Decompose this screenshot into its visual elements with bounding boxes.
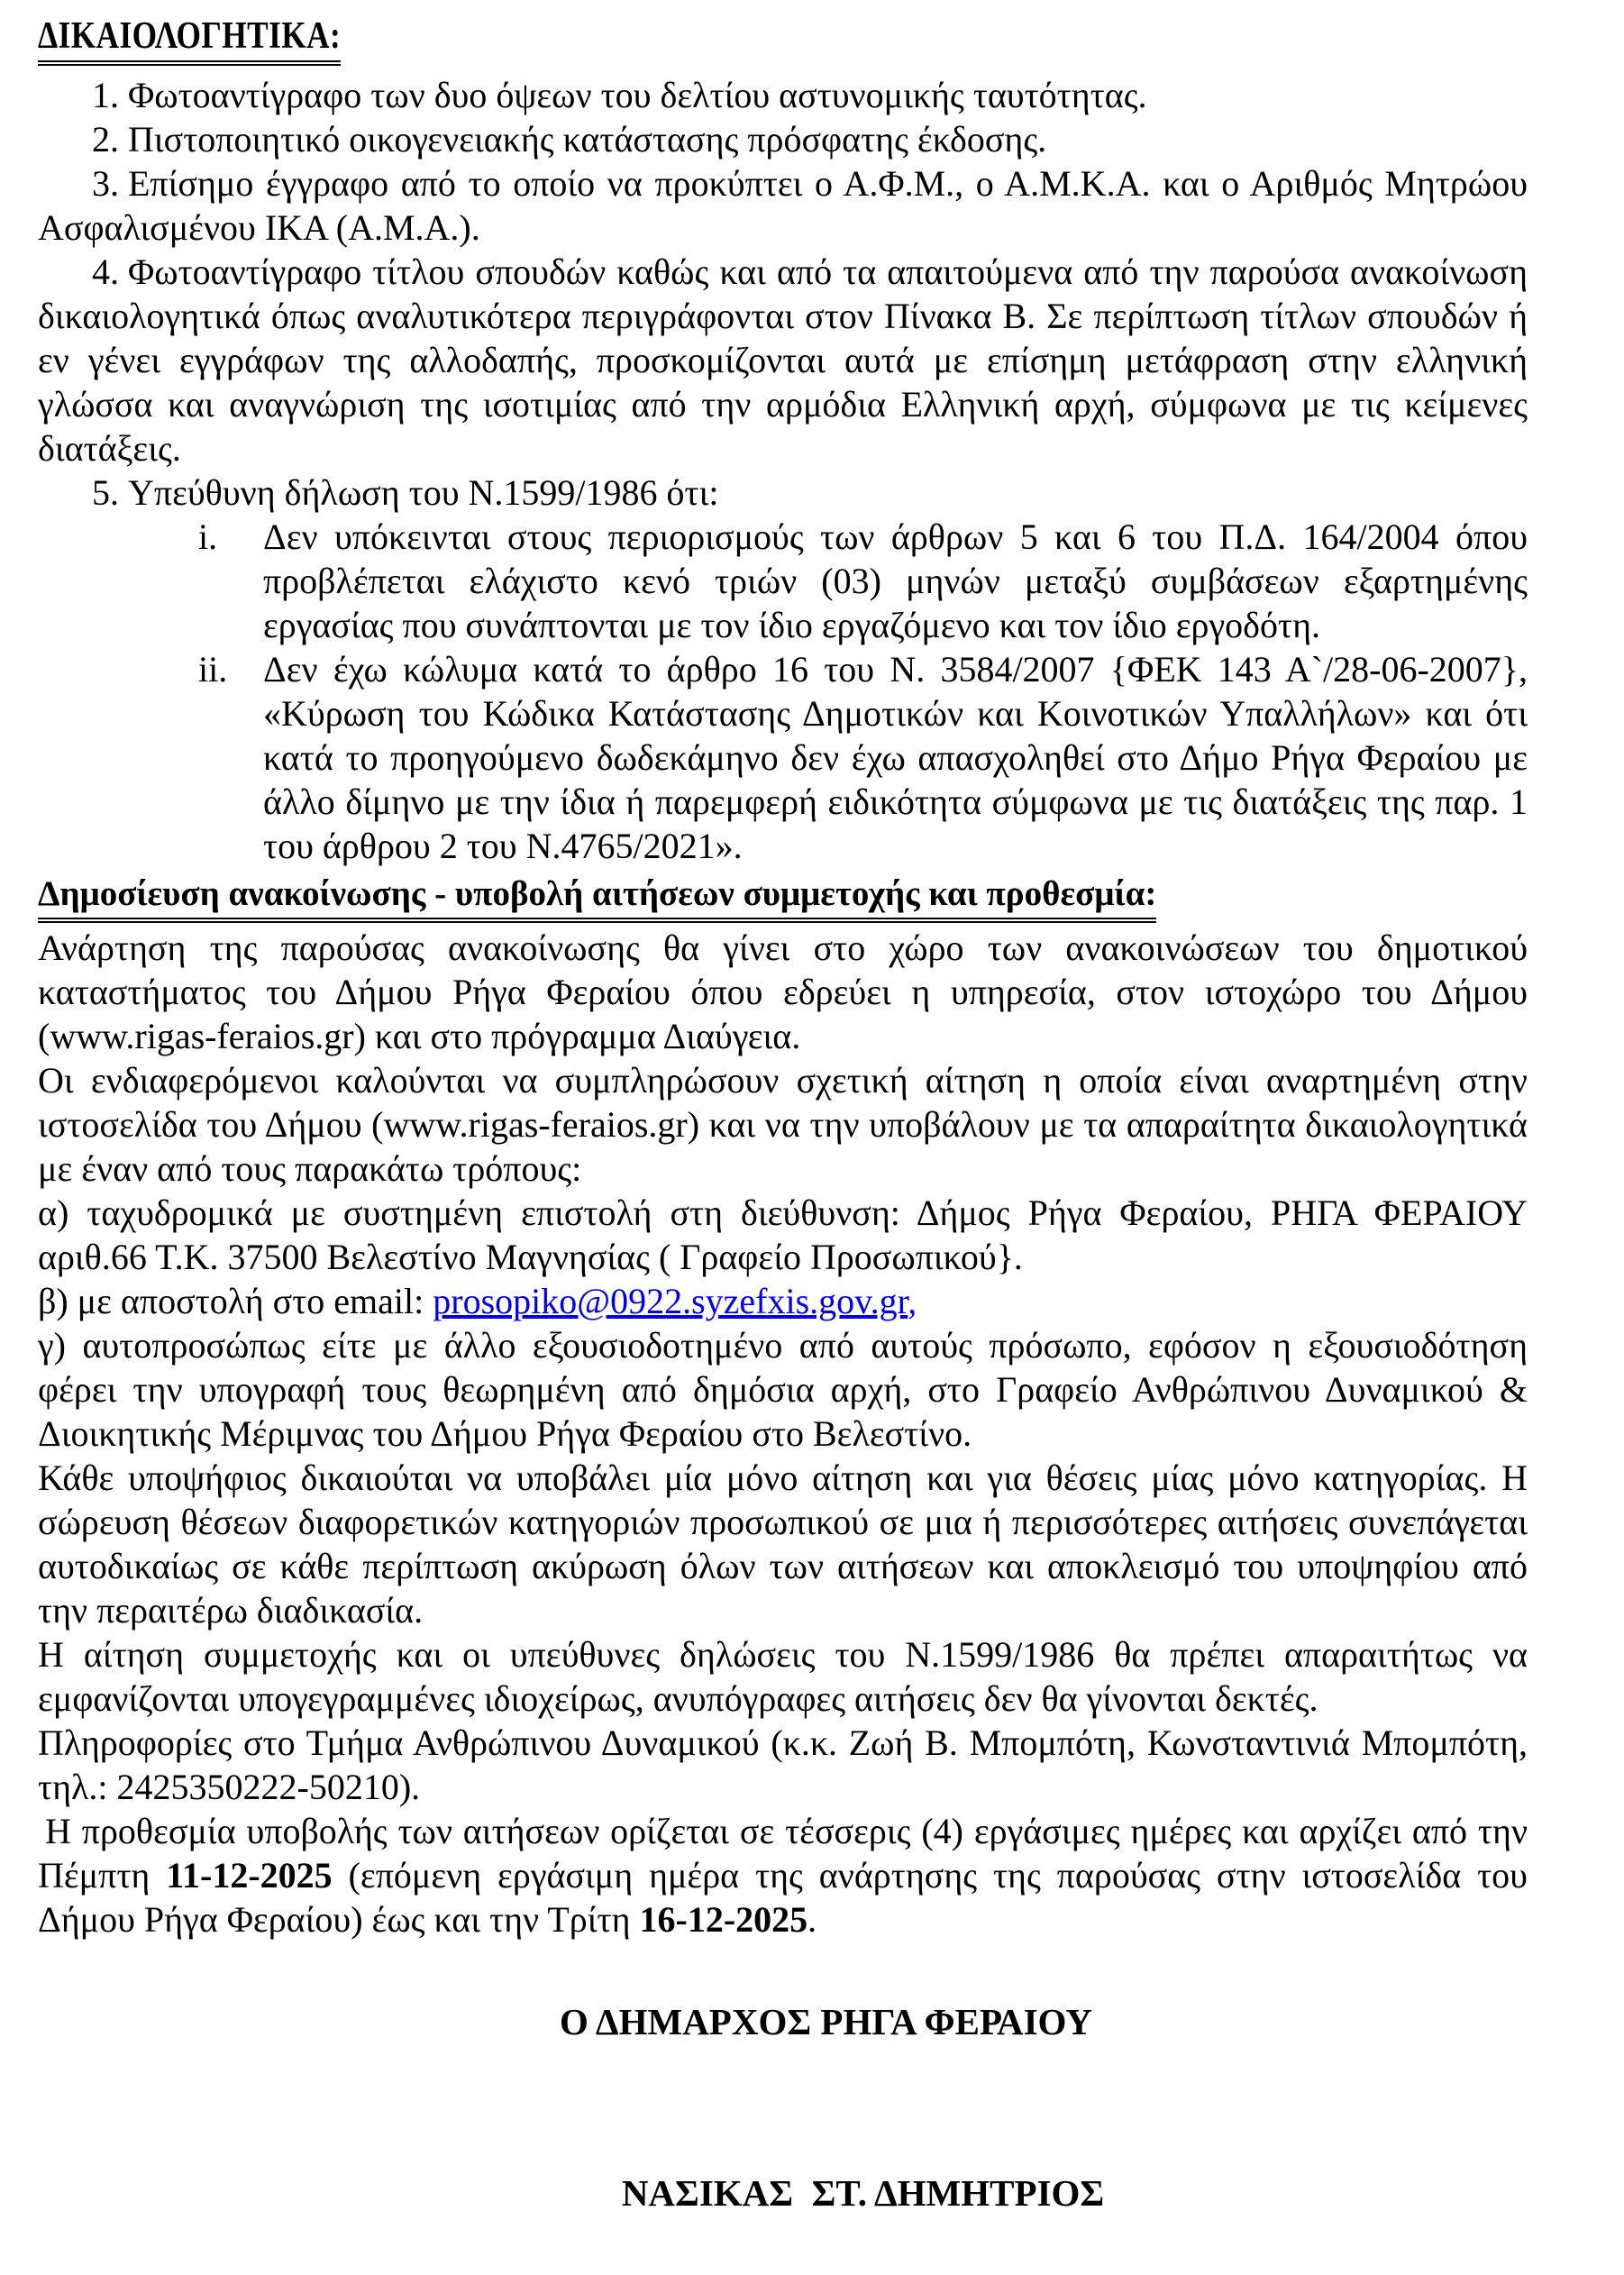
list-item-text: Υπεύθυνη δήλωση του Ν.1599/1986 ότι: — [128, 472, 719, 513]
list-item-text: Επίσημο έγγραφο από το οποίο να προκύπτει ο Α.Φ.Μ., ο Α.Μ.Κ.Α. και ο Αριθμός Μητρώου Ασφαλισμένου ΙΚΑ (Α.Μ.Α.). — [38, 163, 1528, 248]
signature-name: ΝΑΣΙΚΑΣ ΣΤ. ΔΗΜΗΤΡΙΟΣ — [621, 2172, 1105, 2214]
deadline-end-date: 16-12-2025 — [639, 1899, 808, 1940]
list-item-text: Φωτοαντίγραφο τίτλου σπουδών καθώς και από τα απαιτούμενα από την παρούσα ανακοίνωση δικαιολογητικά όπως αναλυτικότερα περιγράφονται στον Πίνακα Β. Σε περίπτωση τίτλων σπουδών ή εν γένει εγγράφων της αλλοδαπής, προσκομίζονται αυτά με επίσημη μετάφραση στην ελληνική γλώσσα και αναγνώριση της ισοτιμίας από την αρμόδια Ελληνική αρχή, σύμφωνα με τις κείμενες διατάξεις. — [38, 251, 1528, 469]
list-item — [38, 117, 1528, 161]
sub-list-item-number: ii. — [198, 649, 228, 690]
paragraph-option-email — [38, 1279, 1528, 1323]
sub-list-item — [198, 647, 1528, 868]
heading-row — [38, 13, 1528, 66]
deadline-start-date: 11-12-2025 — [166, 1855, 333, 1896]
paragraph-single-application: Κάθε υποψήφιος δικαιούται να υποβάλει μία μόνο αίτηση και για θέσεις μίας μόνο κατηγορίας. Η σώρευση θέσεων διαφορετικών κατηγοριών προσωπικού σε μια ή περισσότερες αιτήσεις συνεπάγεται αυτοδικαίως σε κάθε περίπτωση ακύρωση όλων των αιτήσεων και αποκλεισμό του υποψηφίου από την περαιτέρω διαδικασία. — [38, 1457, 1528, 1631]
list-item — [38, 73, 1528, 117]
deadline-text: . — [807, 1899, 817, 1940]
paragraph-contact-info: Πληροφορίες στο Τμήμα Ανθρώπινου Δυναμικού (κ.κ. Ζωή Β. Μπομπότη, Κωνσταντινιά Μπομπότη, τηλ.: 2425350222-50210). — [38, 1722, 1528, 1807]
paragraph-signature-requirement: Η αίτηση συμμετοχής και οι υπεύθυνες δηλώσεις του Ν.1599/1986 θα πρέπει απαραιτήτως να εμφανίζονται υπογεγραμμένες ιδιοχείρως, ανυπόγραφες αιτήσεις δεν θα γίνονται δεκτές. — [38, 1634, 1528, 1719]
email-line-prefix: β) με αποστολή στο email: — [38, 1281, 433, 1321]
sub-list-item-text: Δεν έχω κώλυμα κατά το άρθρο 16 του Ν. 3584/2007 {ΦΕΚ 143 Α`/28-06-2007}, «Κύρωση του Κώδικα Κατάστασης Δημοτικών και Κοινοτικών Υπαλλήλων» και ότι κατά το προηγούμενο δωδεκάμηνο δεν έχω απασχοληθεί στο Δήμο Ρήγα Φεραίου με άλλο δίμηνο με την ίδια ή παρεμφερή ειδικότητα σύμφωνα με τις διατάξεις της παρ. 1 του άρθρου 2 του Ν.4765/2021». — [263, 649, 1528, 866]
section-heading-publication-deadline: Δημοσίευση ανακοίνωσης - υποβολή αιτήσεων συμμετοχής και προθεσμία: — [38, 872, 1156, 923]
list-item-number: 4. — [92, 251, 119, 292]
deadline-text: Η προθεσμία υποβολής των αιτήσεων ορίζεται σε τέσσερις (4) εργάσιμες ημέρες και αρχίζει από την Πέμπτη — [38, 1811, 1528, 1896]
paragraph-invitation: Οι ενδιαφερόμενοι καλούνται να συμπληρώσουν σχετική αίτηση η οποία είναι αναρτημένη στην ιστοσελίδα του Δήμου (www.rigas-feraios.gr) και να την υποβάλουν με τα απαραίτητα δικαιολογητικά με έναν από τους παρακάτω τρόπους: — [38, 1060, 1528, 1189]
list-item — [38, 250, 1528, 471]
list-item — [38, 161, 1528, 250]
list-item-number: 3. — [92, 163, 119, 204]
list-item-text: Πιστοποιητικό οικογενειακής κατάστασης πρόσφατης έκδοσης. — [128, 119, 1047, 160]
sub-list-item-text: Δεν υπόκεινται στους περιορισμούς των άρθρων 5 και 6 του Π.Δ. 164/2004 όπου προβλέπεται ελάχιστο κενό τριών (03) μηνών μεταξύ συμβάσεων εξαρτημένης εργασίας που συνάπτονται με τον ίδιο εργαζόμενο και τον ίδιο εργοδότη. — [263, 516, 1528, 645]
email-link[interactable]: prosopiko@0922.syzefxis.gov.gr — [433, 1281, 908, 1321]
deadline-text: (επόμενη εργάσιμη ημέρα της ανάρτησης της παρούσας στην ιστοσελίδα του Δήμου Ρήγα Φεραίου) έως και την Τρίτη — [38, 1855, 1528, 1940]
paragraph-posting: Ανάρτηση της παρούσας ανακοίνωσης θα γίνει στο χώρο των ανακοινώσεων του δημοτικού καταστήματος του Δήμου Ρήγα Φεραίου όπου εδρεύει η υπηρεσία, στον ιστοχώρο του Δήμου (www.rigas-feraios.gr) και στο πρόγραμμα Διαύγεια. — [38, 927, 1528, 1056]
email-line-suffix: , — [908, 1281, 917, 1321]
heading-row — [38, 871, 1528, 923]
signature-title: Ο ΔΗΜΑΡΧΟΣ ΡΗΓΑ ΦΕΡΑΙΟΥ — [560, 2001, 1092, 2042]
sub-list-item — [198, 515, 1528, 647]
section-heading-supporting-documents: ΔΙΚΑΙΟΛΟΓΗΤΙΚΑ: — [38, 13, 341, 66]
paragraph-deadline — [38, 1809, 1528, 1942]
list-item-number: 5. — [92, 472, 119, 513]
list-item — [38, 471, 1528, 515]
list-item-number: 1. — [92, 75, 119, 115]
paragraph-option-in-person: γ) αυτοπροσώπως είτε με άλλο εξουσιοδοτημένο από αυτούς πρόσωπο, εφόσον η εξουσιοδότηση φέρει την υπογραφή τους θεωρημένη από δημόσια αρχή, στο Γραφείο Ανθρώπινου Δυναμικού & Διοικητικής Μέριμνας του Δήμου Ρήγα Φεραίου στο Βελεστίνο. — [38, 1325, 1528, 1454]
sub-list-item-number: i. — [198, 516, 218, 557]
paragraph-option-mail: α) ταχυδρομικά με συστημένη επιστολή στη διεύθυνση: Δήμος Ρήγα Φεραίου, ΡΗΓΑ ΦΕΡΑΙΟΥ αριθ.66 Τ.Κ. 37500 Βελεστίνο Μαγνησίας ( Γραφείο Προσωπικού}. — [38, 1192, 1528, 1277]
list-item-number: 2. — [92, 119, 119, 160]
list-item-text: Φωτοαντίγραφο των δυο όψεων του δελτίου αστυνομικής ταυτότητας. — [128, 75, 1147, 115]
